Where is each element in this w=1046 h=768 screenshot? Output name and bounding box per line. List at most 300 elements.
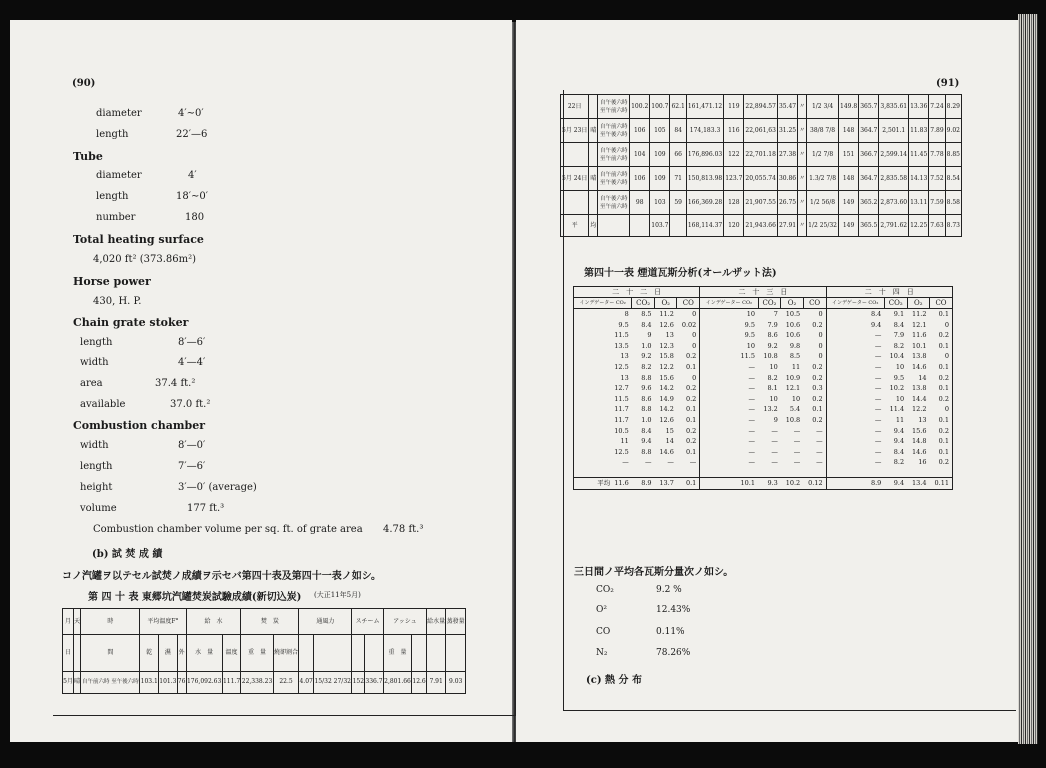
spec-label: area <box>80 378 103 389</box>
t41-cell: 13.5 <box>614 341 629 350</box>
spec-label: volume <box>80 503 117 514</box>
t41-cell: 9 <box>647 331 652 340</box>
gas-value: 12.43% <box>656 605 691 615</box>
t41-cell: 8.2 <box>767 373 778 382</box>
combustion-note: Combustion chamber volume per sq. ft. of grate area <box>93 524 363 535</box>
tablec-cell: 8.58 <box>945 191 961 215</box>
t41-cell: — <box>826 394 884 405</box>
t41-cell: — <box>816 426 823 435</box>
h-draft: 通風力 <box>299 609 352 635</box>
spec-value: 18′∼0′ <box>176 191 209 202</box>
t41-cell: 0.2 <box>685 352 697 361</box>
t41-row <box>574 341 953 352</box>
tablec-cell: 〃 <box>798 167 807 191</box>
t41-group-header: 二 十 四 日 <box>826 287 952 298</box>
t41-cell: — <box>700 415 758 426</box>
h-water-amt: 水 量 <box>186 635 222 671</box>
spec-label: length <box>80 337 113 348</box>
tablec-cell: 66 <box>670 143 686 167</box>
t41-cell: 0 <box>818 352 823 361</box>
tablec-row <box>561 119 962 143</box>
tablec-cell: 365.5 <box>859 215 879 237</box>
t41-col-header: CO <box>929 298 952 309</box>
tablec-weather: 晴 <box>589 119 598 143</box>
t41-cell: 11.4 <box>889 405 905 414</box>
t41-cell: 15.6 <box>912 426 927 435</box>
gas-name: CO₂ <box>596 585 614 595</box>
t41-cell: 11.5 <box>614 394 629 403</box>
tablec-cell: 106 <box>630 119 650 143</box>
tablec-cell: 103 <box>650 191 670 215</box>
t41-cell: 15.6 <box>659 373 674 382</box>
t41-row <box>574 351 953 362</box>
gas-value: 0.11% <box>656 627 685 637</box>
tablec-time: 自午後六時 至午前六時 <box>598 143 630 167</box>
tablec-row <box>561 95 962 119</box>
spec-value: 4′—4′ <box>178 357 206 368</box>
t41-cell: — <box>700 394 758 405</box>
page-number-right: (91) <box>936 78 960 89</box>
tablec-date: 5月 23日 <box>561 119 589 143</box>
h-wet: 濕 <box>159 635 178 671</box>
t41-cell: 11.2 <box>912 310 927 318</box>
spec-heading: Chain grate stoker <box>73 316 189 329</box>
t41-col-header: CO₂ <box>884 298 907 309</box>
t41-cell: 10.8 <box>763 352 778 361</box>
page-number-left: (90) <box>72 78 96 89</box>
t41-cell: 14.6 <box>912 447 927 456</box>
tablec-row <box>561 215 962 237</box>
tablec-cell: 11.45 <box>909 143 929 167</box>
tablec-cell: 120 <box>724 215 744 237</box>
spec-value: 177 ft.³ <box>187 503 225 514</box>
t41-cell: 13.8 <box>912 384 927 393</box>
tablec-weather <box>589 95 598 119</box>
t41-cell: — <box>700 373 758 384</box>
tablec-cell: 22,701.18 <box>744 143 778 167</box>
t41-cell: — <box>700 426 758 437</box>
t41-cell: 14.9 <box>659 394 674 403</box>
t41-cell: 0.1 <box>938 384 949 393</box>
tablec-cell: 9.02 <box>945 119 961 143</box>
spec-value: 4′∼0′ <box>178 108 204 119</box>
t41-cell: 10 <box>700 309 758 320</box>
t41-cell: 7.9 <box>767 320 778 329</box>
t41-cell: 10.5 <box>785 310 801 318</box>
table40-title: 第 四 十 表 東郷坑汽罐焚炭試驗成績(新切込炭) <box>88 592 302 603</box>
table-41 <box>573 286 953 490</box>
t41-cell: 12.6 <box>659 415 674 424</box>
t41-cell: 0 <box>818 341 823 350</box>
spec-label: available <box>80 399 126 410</box>
t41-cell: 14.2 <box>659 405 674 414</box>
h-feed: 給 水 <box>186 609 241 635</box>
t41-cell: 7 <box>773 310 778 318</box>
spec-label: height <box>80 482 113 493</box>
tablec-date <box>561 191 589 215</box>
tablec-cell: 174,183.3 <box>686 119 723 143</box>
h-outside: 外 <box>177 635 186 671</box>
t41-average-cell: 0.12 <box>808 479 823 488</box>
t41-cell: 0 <box>944 320 949 329</box>
h-weather: 天 <box>74 609 81 635</box>
t41-cell: 12.1 <box>785 384 801 393</box>
t41-cell: 0.2 <box>685 426 697 435</box>
t41-cell: 13 <box>620 352 629 361</box>
t41-cell: — <box>793 437 801 446</box>
tablec-cell: 22,894.57 <box>744 95 778 119</box>
tablec-row <box>561 167 962 191</box>
tablec-cell: 364.7 <box>859 119 879 143</box>
t41-cell: 13 <box>620 373 629 382</box>
t40-water-temp: 111.7 <box>222 671 241 693</box>
t41-cell: 10.1 <box>912 341 927 350</box>
t41-cell: 9.2 <box>767 341 778 350</box>
t41-cell: 9.6 <box>641 384 652 393</box>
t40-eva: 7.91 <box>426 671 445 693</box>
tablec-date: 22日 <box>561 95 589 119</box>
tablec-cell: 7.52 <box>929 167 945 191</box>
tablec-cell: 13.11 <box>909 191 929 215</box>
tablec-cell: 27.91 <box>777 215 797 237</box>
combustion-note-value: 4.78 ft.³ <box>383 524 424 535</box>
t41-cell: 8.8 <box>641 373 652 382</box>
h-day: 日 <box>63 635 74 671</box>
h-temp: 平均溫度F° <box>140 609 186 635</box>
t41-cell: 14.6 <box>912 362 927 371</box>
h-ash-weight: 重 量 <box>383 635 411 671</box>
tablec-cell <box>630 215 650 237</box>
t41-cell: 9.5 <box>700 320 758 331</box>
t41-cell: 10.5 <box>614 426 629 435</box>
t41-cell: — <box>826 404 884 415</box>
t41-cell: 0.1 <box>685 415 697 424</box>
h-time: 時 <box>81 609 140 635</box>
tablec-cell: 59 <box>670 191 686 215</box>
tablec-cell: 116 <box>724 119 744 143</box>
t41-col-header: インデゲーター CO₂ <box>826 298 884 309</box>
tablec-cell: 〃 <box>798 119 807 143</box>
t41-cell: — <box>700 457 758 468</box>
spec-heading: Horse power <box>73 275 151 288</box>
tablec-cell: 7.89 <box>929 119 945 143</box>
t41-cell: — <box>771 458 778 467</box>
t41-cell: — <box>826 373 884 384</box>
tablec-date: 5月 24日 <box>561 167 589 191</box>
spec-value: 37.4 ft.² <box>155 378 196 389</box>
t41-average-cell: 13.4 <box>912 479 927 488</box>
t41-cell: 0 <box>692 310 697 318</box>
t41-cell: 0.1 <box>938 437 949 446</box>
t41-cell: 15.8 <box>659 352 674 361</box>
tablec-cell: 104 <box>630 143 650 167</box>
t41-cell: 9.4 <box>826 320 884 331</box>
t41-cell: 0.1 <box>685 447 697 456</box>
t41-cell: 8.4 <box>893 447 905 456</box>
t41-cell: 0.2 <box>938 394 949 403</box>
t41-cell: 11 <box>791 362 801 371</box>
spec-heading: Combustion chamber <box>73 419 205 432</box>
t41-cell: — <box>700 447 758 458</box>
t41-cell: 0.1 <box>938 341 949 350</box>
t41-cell: — <box>816 458 823 467</box>
tablec-cell: 84 <box>670 119 686 143</box>
tablec-cell: 8.73 <box>945 215 961 237</box>
t41-cell: 0 <box>818 310 823 318</box>
t41-cell: 0.02 <box>681 320 697 329</box>
t41-cell: 5.4 <box>789 405 801 414</box>
t41-cell: 0.2 <box>812 320 823 329</box>
t41-row <box>574 415 953 426</box>
t41-cell: 12.7 <box>614 384 629 393</box>
t41-cell: — <box>645 458 652 467</box>
spec-label: width <box>80 440 109 451</box>
t41-cell: 12.6 <box>659 320 674 329</box>
tablec-cell: 20,055.74 <box>744 167 778 191</box>
gas-name: O² <box>596 605 607 615</box>
spec-value: 180 <box>185 212 205 223</box>
t41-cell: 0.2 <box>938 458 949 467</box>
t41-cell: 9.2 <box>641 352 652 361</box>
t41-cell: 0 <box>944 352 949 361</box>
t41-cell: 9.1 <box>893 310 905 318</box>
tablec-cell: 166,369.28 <box>686 191 723 215</box>
t40-coal: 22,338.23 <box>241 671 273 693</box>
t40-dry: 103.1 <box>140 671 159 693</box>
t41-cell: 11.5 <box>700 351 758 362</box>
t41-cell: 11.5 <box>614 331 629 340</box>
t41-cell: 10.6 <box>785 320 801 329</box>
t41-cell: 9.8 <box>789 341 801 350</box>
t41-cell: — <box>826 457 884 468</box>
t40-wet: 101.3 <box>159 671 178 693</box>
tablec-cell: 8.85 <box>945 143 961 167</box>
t40-ash-pct: 12.6 <box>412 671 427 693</box>
t41-cell: 0.2 <box>938 426 949 435</box>
t41-cell: 10 <box>769 394 778 403</box>
tablec-time: 自午前六時 至午後六時 <box>598 119 630 143</box>
h-coal: 焚 炭 <box>241 609 299 635</box>
t41-col-header: インデゲーター CO₂ <box>700 298 758 309</box>
tablec-cell: 1/2 7/8 <box>807 143 839 167</box>
tablec-cell: 35.47 <box>777 95 797 119</box>
spec-value: 8′—6′ <box>178 337 206 348</box>
t41-col-header: CO <box>803 298 826 309</box>
t41-cell: 0.2 <box>812 362 823 371</box>
tablec-cell: 22,061,63 <box>744 119 778 143</box>
spec-value: 22′—6 <box>176 129 208 140</box>
spec-value: 37.0 ft.² <box>170 399 211 410</box>
t41-cell: 0.1 <box>685 362 697 371</box>
t41-cell: 0.2 <box>812 373 823 382</box>
t41-cell: 10.2 <box>889 384 905 393</box>
tablec-cell: 365.2 <box>859 191 879 215</box>
t41-cell: — <box>826 341 884 352</box>
t41-cell: — <box>689 458 697 467</box>
t41-cell: 0 <box>692 341 697 350</box>
t41-cell: — <box>826 351 884 362</box>
tablec-cell: 2,791.62 <box>879 215 909 237</box>
tablec-cell: 1/2 3/4 <box>807 95 839 119</box>
t41-cell: 8.8 <box>641 405 652 414</box>
t41-cell: 0 <box>818 331 823 340</box>
intro-sentence: コノ汽罐ヲ以テセル試焚ノ成績ヲ示セバ第四十表及第四十一表ノ如シ。 <box>62 571 381 582</box>
t41-cell: 10 <box>895 362 905 371</box>
t41-cell: 0 <box>692 331 697 340</box>
t41-cell: 9.4 <box>641 437 652 446</box>
h-month: 月 <box>63 609 74 635</box>
gas-value: 78.26% <box>656 648 691 658</box>
tablec-cell: 21,907.55 <box>744 191 778 215</box>
t41-cell: 14.2 <box>659 384 674 393</box>
t41-cell: 10 <box>700 341 758 352</box>
t41-cell: — <box>771 437 778 446</box>
t41-cell: 11.6 <box>912 331 927 340</box>
t41-cell: 0.1 <box>938 310 949 318</box>
t41-cell: 13 <box>665 331 674 340</box>
tablec-cell: 106 <box>630 167 650 191</box>
spec-value: 3′—0′ (average) <box>178 482 257 493</box>
t41-average-cell: 9.3 <box>767 479 778 488</box>
t41-average-cell: 8.9 <box>870 479 882 488</box>
tablec-cell: 〃 <box>798 95 807 119</box>
t41-cell: 0.2 <box>938 331 949 340</box>
tablec-cell: 〃 <box>798 215 807 237</box>
tablec-cell: 168,114.37 <box>686 215 723 237</box>
t41-cell: 0.3 <box>812 384 823 393</box>
spec-value: 4′ <box>188 170 197 181</box>
t41-cell: 12.2 <box>659 362 674 371</box>
t41-average-cell: 11.6 <box>614 479 629 488</box>
section-c-heading: (c) 熱 分 布 <box>586 675 642 686</box>
t41-cell: — <box>700 436 758 447</box>
t41-cell: 15 <box>665 426 674 435</box>
tablec-cell: 105 <box>650 119 670 143</box>
t41-cell: — <box>622 458 629 467</box>
tablec-cell: 13.36 <box>909 95 929 119</box>
tablec-row <box>561 191 962 215</box>
tablec-time: 自午後六時 至午前六時 <box>598 191 630 215</box>
t41-cell: 0.2 <box>685 394 697 403</box>
t40-steam: 152 <box>352 671 365 693</box>
t41-row <box>574 362 953 373</box>
right-page <box>516 20 1018 742</box>
t41-col-header: CO₂ <box>758 298 781 309</box>
t41-cell: 0 <box>944 405 949 414</box>
spec-value: 8′—0′ <box>178 440 206 451</box>
spec-label: 4,020 ft² (373.86m²) <box>93 254 196 265</box>
t41-cell: — <box>826 330 884 341</box>
t41-cell: 8 <box>624 310 629 318</box>
tablec-cell: 〃 <box>798 143 807 167</box>
h-eva: 蒸發量 <box>446 609 466 635</box>
t41-cell: — <box>826 436 884 447</box>
t40-month: 5月 <box>63 671 74 693</box>
tablec-cell: 161,471.12 <box>686 95 723 119</box>
t41-average-cell: 10.2 <box>785 479 801 488</box>
t41-cell: 0.2 <box>685 384 697 393</box>
spec-label: diameter <box>96 170 142 181</box>
t41-cell: 14 <box>918 373 927 382</box>
tablec-weather <box>589 143 598 167</box>
t40-draft1: 4.07 <box>299 671 314 693</box>
gas-name: N₂ <box>596 648 608 658</box>
t40-day: 晴 <box>74 671 81 693</box>
t41-col-header: CO <box>677 298 700 309</box>
t41-cell: — <box>793 458 801 467</box>
tablec-cell: 98 <box>630 191 650 215</box>
page-edges <box>1018 14 1038 744</box>
t41-cell: 0.1 <box>938 415 949 424</box>
t41-cell: 8.1 <box>767 384 778 393</box>
tablec-cell: 62.1 <box>670 95 686 119</box>
t40-water: 176,092.63 <box>186 671 222 693</box>
t41-col-header: インデゲーター CO₂ <box>574 298 632 309</box>
tablec-cell: 30.86 <box>777 167 797 191</box>
tablec-cell: 2,501.1 <box>879 119 909 143</box>
t41-cell: 1.0 <box>641 415 652 424</box>
t41-cell: — <box>667 458 674 467</box>
spec-heading: Tube <box>73 150 103 163</box>
t41-col-header: CO₂ <box>632 298 655 309</box>
tablec-cell: 109 <box>650 143 670 167</box>
table-40 <box>62 608 466 694</box>
tablec-cell: 21,943.66 <box>744 215 778 237</box>
t41-cell: 10.9 <box>785 373 801 382</box>
t41-cell: 0.1 <box>685 405 697 414</box>
h-interval: 間 <box>81 635 140 671</box>
t41-cell: 8.4 <box>641 426 652 435</box>
tablec-cell: 2,599.14 <box>879 143 909 167</box>
h-weight: 重 量 <box>241 635 273 671</box>
tablec-cell: 71 <box>670 167 686 191</box>
tablec-cell: 149 <box>839 215 859 237</box>
t41-cell: 13.2 <box>763 405 778 414</box>
t41-cell: 12.1 <box>912 320 927 329</box>
t41-cell: 8.6 <box>641 394 652 403</box>
tablec-cell: 7.78 <box>929 143 945 167</box>
t41-cell: — <box>816 447 823 456</box>
tablec-cell: 151 <box>839 143 859 167</box>
spec-label: width <box>80 357 109 368</box>
t41-average-label: 平均 <box>597 479 611 488</box>
tablec-row <box>561 143 962 167</box>
tablec-date <box>561 143 589 167</box>
t41-row <box>574 330 953 341</box>
t41-cell: 16 <box>918 458 927 467</box>
t41-cell: — <box>826 383 884 394</box>
t41-average-cell: 10.1 <box>740 479 756 488</box>
table41-title: 第四十一表 煙道瓦斯分析(オールザット法) <box>584 268 777 279</box>
h-dry: 乾 <box>140 635 159 671</box>
t41-cell: — <box>826 362 884 373</box>
t41-cell: — <box>700 383 758 394</box>
tablec-cell: 〃 <box>798 191 807 215</box>
t41-cell: 10 <box>895 394 905 403</box>
tablec-cell: 100.2 <box>630 95 650 119</box>
t41-cell: 0.1 <box>938 362 949 371</box>
t41-cell: 8.8 <box>641 447 652 456</box>
tablec-cell: 149.8 <box>839 95 859 119</box>
t41-cell: 9.5 <box>893 373 905 382</box>
t41-cell: 8.5 <box>641 310 652 318</box>
t41-cell: 12.5 <box>614 362 629 371</box>
t40-draft2: 15/32 27/32 <box>314 671 352 693</box>
t41-cell: — <box>793 426 801 435</box>
spec-heading: Total heating surface <box>73 233 204 246</box>
t41-cell: 12.2 <box>912 405 927 414</box>
spec-label: length <box>96 191 129 202</box>
